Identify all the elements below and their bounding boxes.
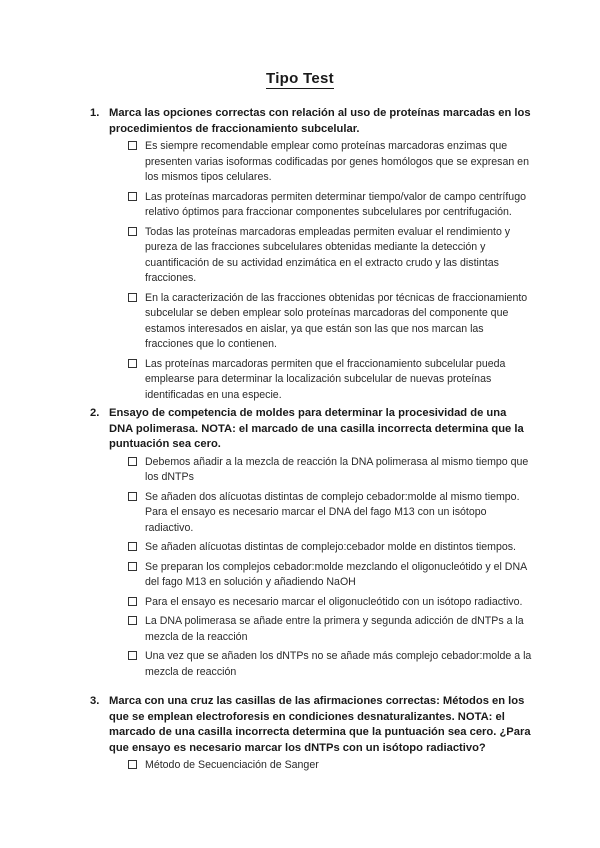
option-text: Método de Secuenciación de Sanger: [145, 759, 319, 771]
option-item: [128, 560, 532, 591]
option-text: Es siempre recomendable emplear como proteínas marcadoras enzimas que presenten varias isoformas codificadas por genes homólogos que se expresan en los mismos tipos celulares.: [145, 140, 529, 183]
option-item: [128, 455, 532, 486]
option-item: [128, 614, 532, 645]
checkbox[interactable]: [128, 616, 137, 625]
question-header: [90, 106, 532, 137]
option-text: Una vez que se añaden los dNTPs no se añade más complejo cebador:molde a la mezcla de reacción: [145, 650, 532, 678]
checkbox[interactable]: [128, 597, 137, 606]
option-text: Debemos añadir a la mezcla de reacción la DNA polimerasa al mismo tiempo que los dNTPs: [145, 455, 529, 483]
checkbox[interactable]: [128, 227, 137, 236]
option-text: Las proteínas marcadoras permiten que el fraccionamiento subcelular pueda emplearse para determinar la localización subcelular de nuevas proteínas identificadas en una especie.: [145, 357, 506, 401]
question-3: [90, 694, 532, 774]
question-text: Ensayo de competencia de moldes para determinar la procesividad de una DNA polimerasa. NOTA: el marcado de una casilla incorrecta determina que la puntuación sea cero.: [109, 407, 524, 450]
checkbox[interactable]: [128, 359, 137, 368]
option-item: [128, 758, 532, 774]
option-text: Se añaden alícuotas distintas de complejo:cebador molde en distintos tiempos.: [145, 541, 517, 553]
option-list: [90, 139, 532, 403]
option-text: Para el ensayo es necesario marcar el oligonucleótido con un isótopo radiactivo.: [145, 595, 523, 608]
question-1: [90, 106, 532, 403]
question-number: 2.: [90, 407, 100, 419]
option-text: Todas las proteínas marcadoras empleadas permiten evaluar el rendimiento y pureza de las fracciones subcelulares obtenidas mediante la detección y cuantificación de su actividad enzimática en el extracto crudo y las distintas fracciones.: [145, 225, 511, 284]
checkbox[interactable]: [128, 492, 137, 501]
question-header: [90, 694, 532, 756]
option-text: Las proteínas marcadoras permiten determinar tiempo/valor de campo centrífugo relativo óptimos para fraccionar componentes subcelulares por centrifugación.: [145, 190, 526, 218]
checkbox[interactable]: [128, 760, 137, 769]
option-item: [128, 190, 532, 221]
option-item: [128, 357, 532, 404]
checkbox[interactable]: [128, 141, 137, 150]
question-number: 1.: [90, 107, 100, 119]
option-item: [128, 540, 532, 556]
option-item: [128, 595, 532, 611]
option-item: [128, 225, 532, 287]
option-item: [128, 291, 532, 353]
checkbox[interactable]: [128, 562, 137, 571]
option-text: Se añaden dos alícuotas distintas de complejo cebador:molde al mismo tiempo. Para el ensayo es necesario marcar el DNA del fago M13 con un isótopo radiactivo.: [145, 490, 520, 534]
page-title: Tipo Test: [266, 70, 334, 87]
question-text: Marca con una cruz las casillas de las afirmaciones correctas: Métodos en los que se emplean electroforesis en condiciones desnaturalizantes. NOTA: el marcado de una casilla incorrecta determina que la puntuación sea cero. ¿Para que ensayo es necesario marcar los dNTPs con un isótopo radiactivo?: [109, 695, 531, 754]
option-item: [128, 139, 532, 186]
option-text: La DNA polimerasa se añade entre la primera y segunda adicción de dNTPs a la mezcla de la reacción: [145, 615, 524, 643]
checkbox[interactable]: [128, 293, 137, 302]
question-header: [90, 406, 532, 453]
question-2: [90, 406, 532, 680]
checkbox[interactable]: [128, 651, 137, 660]
option-text: En la caracterización de las fracciones obtenidas por técnicas de fraccionamiento subcelular se deben emplear solo proteínas marcadoras del componente que estamos interesados en aislar, ya que están son las que nos marcan las fracciones que lo contienen.: [145, 291, 528, 350]
question-text: Marca las opciones correctas con relación al uso de proteínas marcadas en los procedimientos de fraccionamiento subcelular.: [109, 107, 531, 135]
question-number: 3.: [90, 695, 100, 707]
option-list: [90, 455, 532, 681]
option-item: [128, 649, 532, 680]
checkbox[interactable]: [128, 192, 137, 201]
checkbox[interactable]: [128, 542, 137, 551]
checkbox[interactable]: [128, 457, 137, 466]
option-list: [90, 758, 532, 774]
option-item: [128, 490, 532, 537]
option-text: Se preparan los complejos cebador:molde mezclando el oligonucleótido y el DNA del fago M13 en solución y añadiendo NaOH: [145, 560, 527, 588]
